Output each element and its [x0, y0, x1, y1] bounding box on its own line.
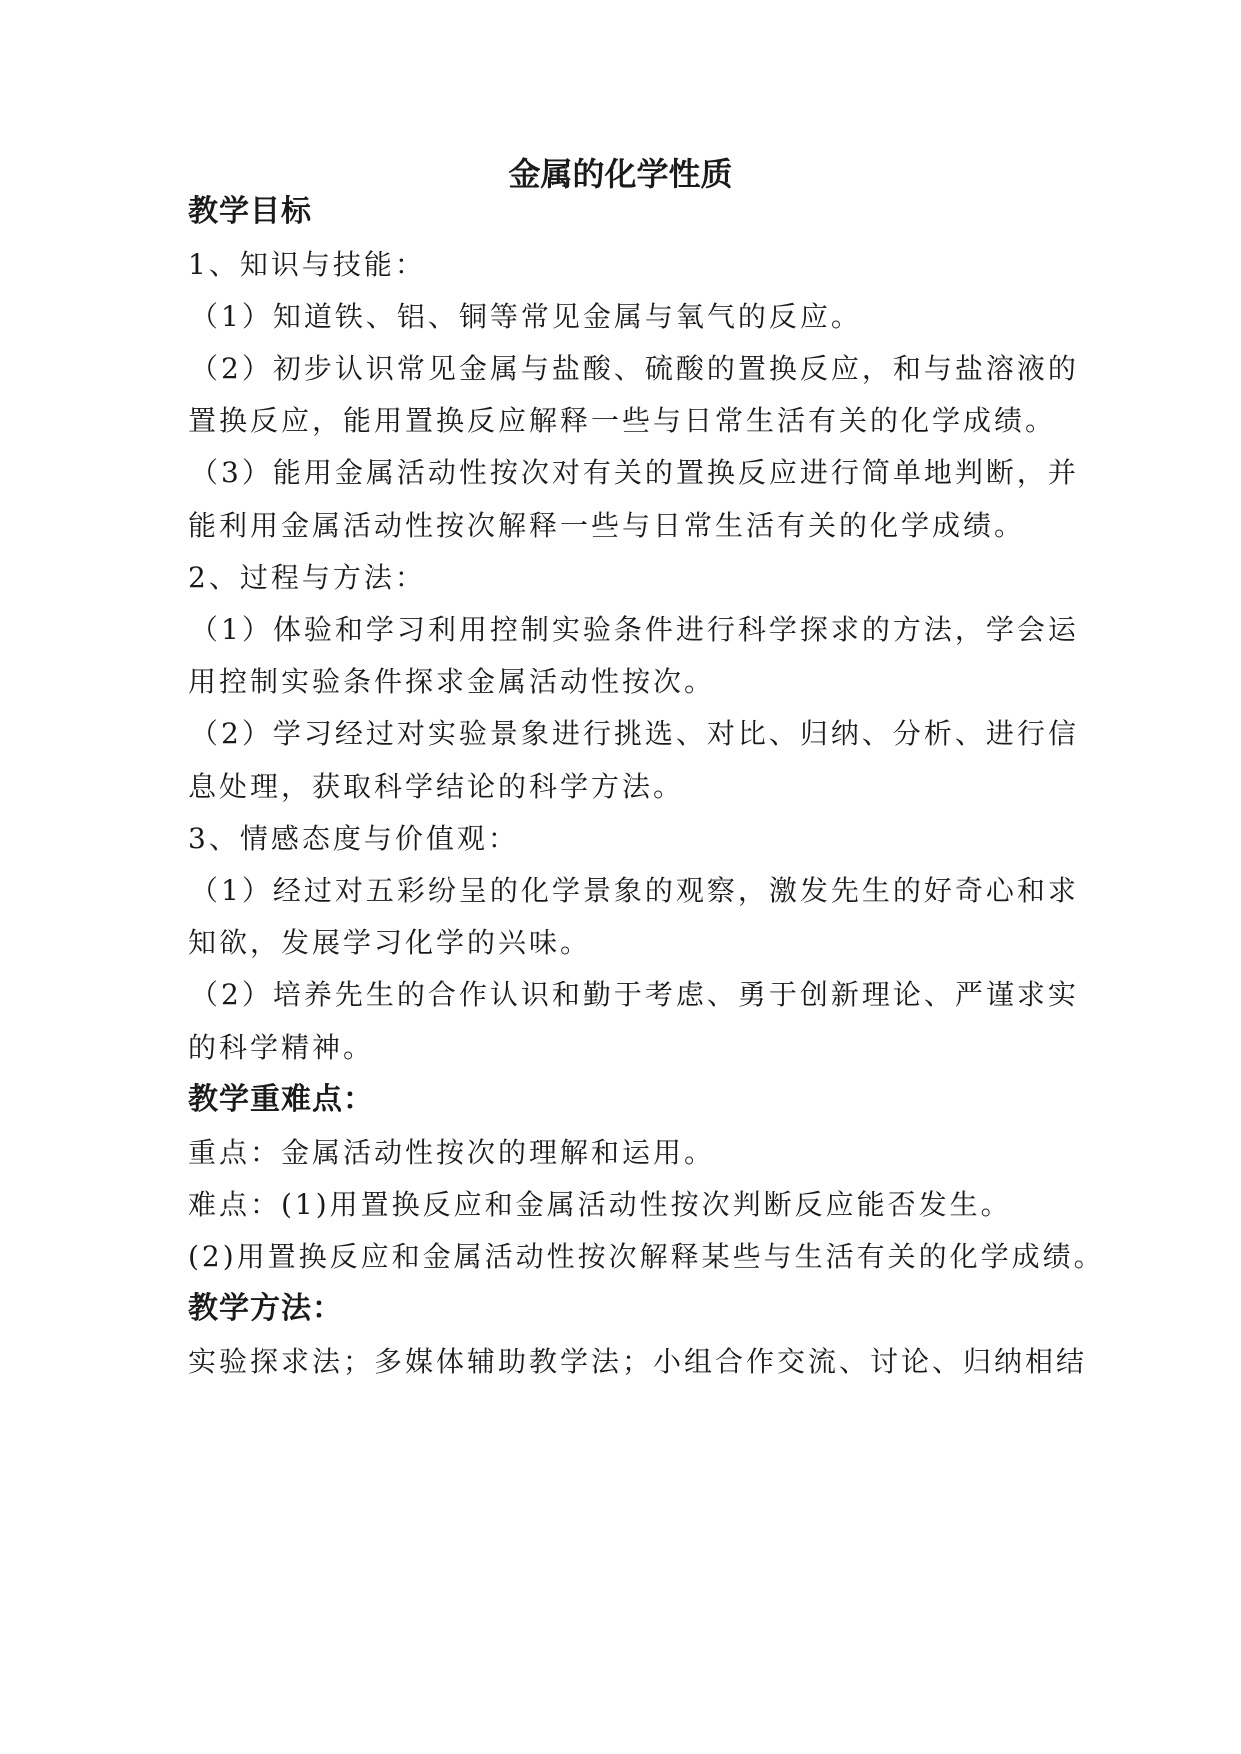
- text-line: 置换反应，能用置换反应解释一些与日常生活有关的化学成绩。: [188, 404, 1057, 437]
- text-line: 用控制实验条件探求金属活动性按次。: [188, 665, 716, 698]
- text-line: （3）能用金属活动性按次对有关的置换反应进行简单地判断，并: [190, 456, 1079, 489]
- text-line: （2）初步认识常见金属与盐酸、硫酸的置换反应，和与盐溶液的: [190, 352, 1079, 385]
- text-line: 实验探求法；多媒体辅助教学法；小组合作交流、讨论、归纳相结: [188, 1345, 1088, 1378]
- section-knowledge-skills: 1、知识与技能：: [188, 248, 426, 281]
- document-title: 金属的化学性质: [508, 155, 733, 193]
- text-line: 知欲，发展学习化学的兴味。: [188, 926, 592, 959]
- heading-teaching-goals: 教学目标: [188, 194, 312, 229]
- heading-key-difficult-points: 教学重难点：: [188, 1082, 374, 1117]
- text-line: （1）知道铁、铝、铜等常见金属与氧气的反应。: [190, 300, 862, 333]
- section-process-method: 2、过程与方法：: [188, 561, 426, 594]
- text-line: 的科学精神。: [188, 1031, 375, 1064]
- text-line: 能利用金属活动性按次解释一些与日常生活有关的化学成绩。: [188, 509, 1026, 542]
- text-line: （1）体验和学习利用控制实验条件进行科学探求的方法，学会运: [190, 613, 1079, 646]
- heading-teaching-methods: 教学方法：: [188, 1291, 343, 1326]
- text-line: 息处理，获取科学结论的科学方法。: [188, 770, 685, 803]
- section-emotion-values: 3、情感态度与价值观：: [188, 822, 519, 855]
- text-line: 重点：金属活动性按次的理解和运用。: [188, 1136, 716, 1169]
- text-line: （1）经过对五彩纷呈的化学景象的观察，激发先生的好奇心和求: [190, 874, 1079, 907]
- text-line: （2）学习经过对实验景象进行挑选、对比、归纳、分析、进行信: [190, 717, 1079, 750]
- text-line: (2)用置换反应和金属活动性按次解释某些与生活有关的化学成绩。: [188, 1240, 1105, 1273]
- text-line: 难点：(1)用置换反应和金属活动性按次判断反应能否发生。: [188, 1188, 1012, 1221]
- text-line: （2）培养先生的合作认识和勤于考虑、勇于创新理论、严谨求实: [190, 978, 1079, 1011]
